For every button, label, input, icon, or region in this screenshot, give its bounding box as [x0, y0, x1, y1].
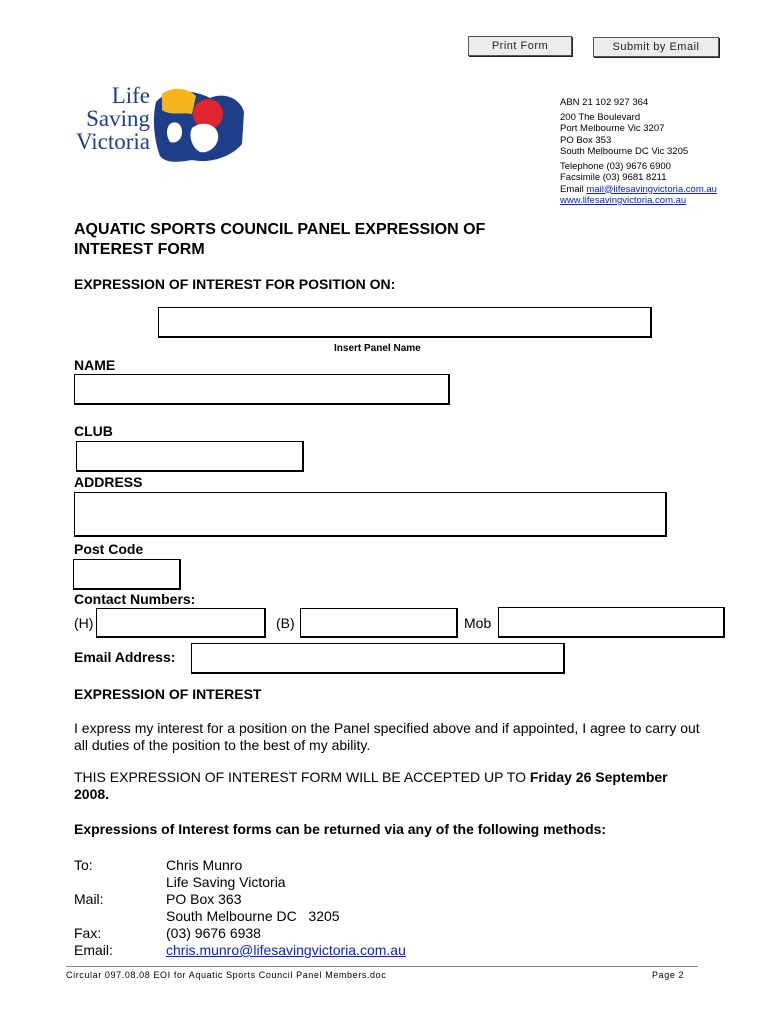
email-line: [560, 184, 717, 196]
telephone: Telephone (03) 9676 6900: [560, 160, 671, 172]
footer-page-number: Page 2: [652, 970, 685, 980]
deadline-date: Friday 26 September 2008.: [74, 769, 668, 802]
address-line-2: Port Melbourne Vic 3207: [560, 123, 665, 134]
to-label: To:: [74, 857, 93, 873]
print-form-button[interactable]: Print Form: [468, 36, 572, 56]
contact-numbers-label: Contact Numbers:: [74, 591, 196, 607]
email-address-input[interactable]: [191, 643, 565, 674]
logo-text-victoria: Victoria: [76, 129, 150, 154]
to-value: Chris Munro: [166, 857, 243, 873]
postcode-input[interactable]: [73, 559, 181, 590]
abn: ABN 21 102 927 364: [560, 97, 649, 108]
deadline-prefix: THIS EXPRESSION OF INTEREST FORM WILL BE ACCEPTED UP TO: [74, 769, 530, 785]
org-value: Life Saving Victoria: [166, 874, 286, 890]
return-email-link[interactable]: chris.munro@lifesavingvictoria.com.au: [166, 942, 406, 958]
business-phone-input[interactable]: [300, 608, 458, 638]
mail-value-2: South Melbourne DC 3205: [166, 908, 340, 924]
mobile-phone-input[interactable]: [498, 607, 725, 638]
mail-label: Mail:: [74, 891, 104, 907]
club-input[interactable]: [76, 441, 304, 472]
deadline-text: [74, 769, 674, 803]
logo-text-saving: Saving: [86, 106, 150, 131]
name-label: NAME: [74, 357, 116, 373]
form-title: AQUATIC SPORTS COUNCIL PANEL EXPRESSION OF INTEREST FORM: [74, 221, 486, 258]
fax-value: (03) 9676 6938: [166, 925, 261, 941]
footer-divider: [66, 966, 698, 967]
home-phone-input[interactable]: [96, 608, 266, 638]
po-box-suburb: South Melbourne DC Vic 3205: [560, 146, 689, 157]
life-saving-victoria-logo: [66, 84, 246, 170]
mobile-phone-label: Mob: [464, 615, 492, 631]
mail-value: PO Box 363: [166, 891, 242, 907]
eoi-heading: EXPRESSION OF INTEREST: [74, 686, 262, 702]
address-label: ADDRESS: [74, 474, 143, 490]
home-phone-label: (H): [74, 615, 94, 631]
address-line-1: 200 The Boulevard: [560, 111, 641, 123]
contact-details: [560, 97, 717, 207]
methods-heading: Expressions of Interest forms can be returned via any of the following methods:: [74, 821, 607, 837]
fax-label: Fax:: [74, 925, 102, 941]
victoria-map-icon: [152, 84, 247, 170]
logo-text-life: Life: [111, 83, 150, 108]
club-label: CLUB: [74, 423, 113, 439]
footer-doc-name: Circular 097.08.08 EOI for Aquatic Sports Council Panel Members.doc: [66, 970, 387, 980]
submit-by-email-button[interactable]: Submit by Email: [593, 37, 719, 57]
panel-name-caption: Insert Panel Name: [334, 343, 421, 354]
position-heading: EXPRESSION OF INTEREST FOR POSITION ON:: [74, 276, 396, 292]
email-address-label: Email Address:: [74, 649, 176, 665]
email-prefix: Email: [560, 183, 587, 195]
email-return-label: Email:: [74, 942, 113, 958]
website-link[interactable]: www.lifesavingvictoria.com.au: [560, 195, 687, 206]
po-box: PO Box 353: [560, 134, 612, 146]
eoi-statement: I express my interest for a position on the Panel specified above and if appointed, I agree to carry out all duties of the position to the best of my ability.: [74, 720, 700, 753]
postcode-label: Post Code: [74, 541, 144, 557]
panel-name-input[interactable]: [158, 307, 652, 338]
address-input[interactable]: [74, 492, 667, 537]
name-input[interactable]: [74, 374, 450, 405]
contact-email-link[interactable]: mail@lifesavingvictoria.com.au: [586, 183, 717, 195]
business-phone-label: (B): [276, 615, 295, 631]
facsimile: Facsimile (03) 9681 8211: [560, 172, 667, 183]
